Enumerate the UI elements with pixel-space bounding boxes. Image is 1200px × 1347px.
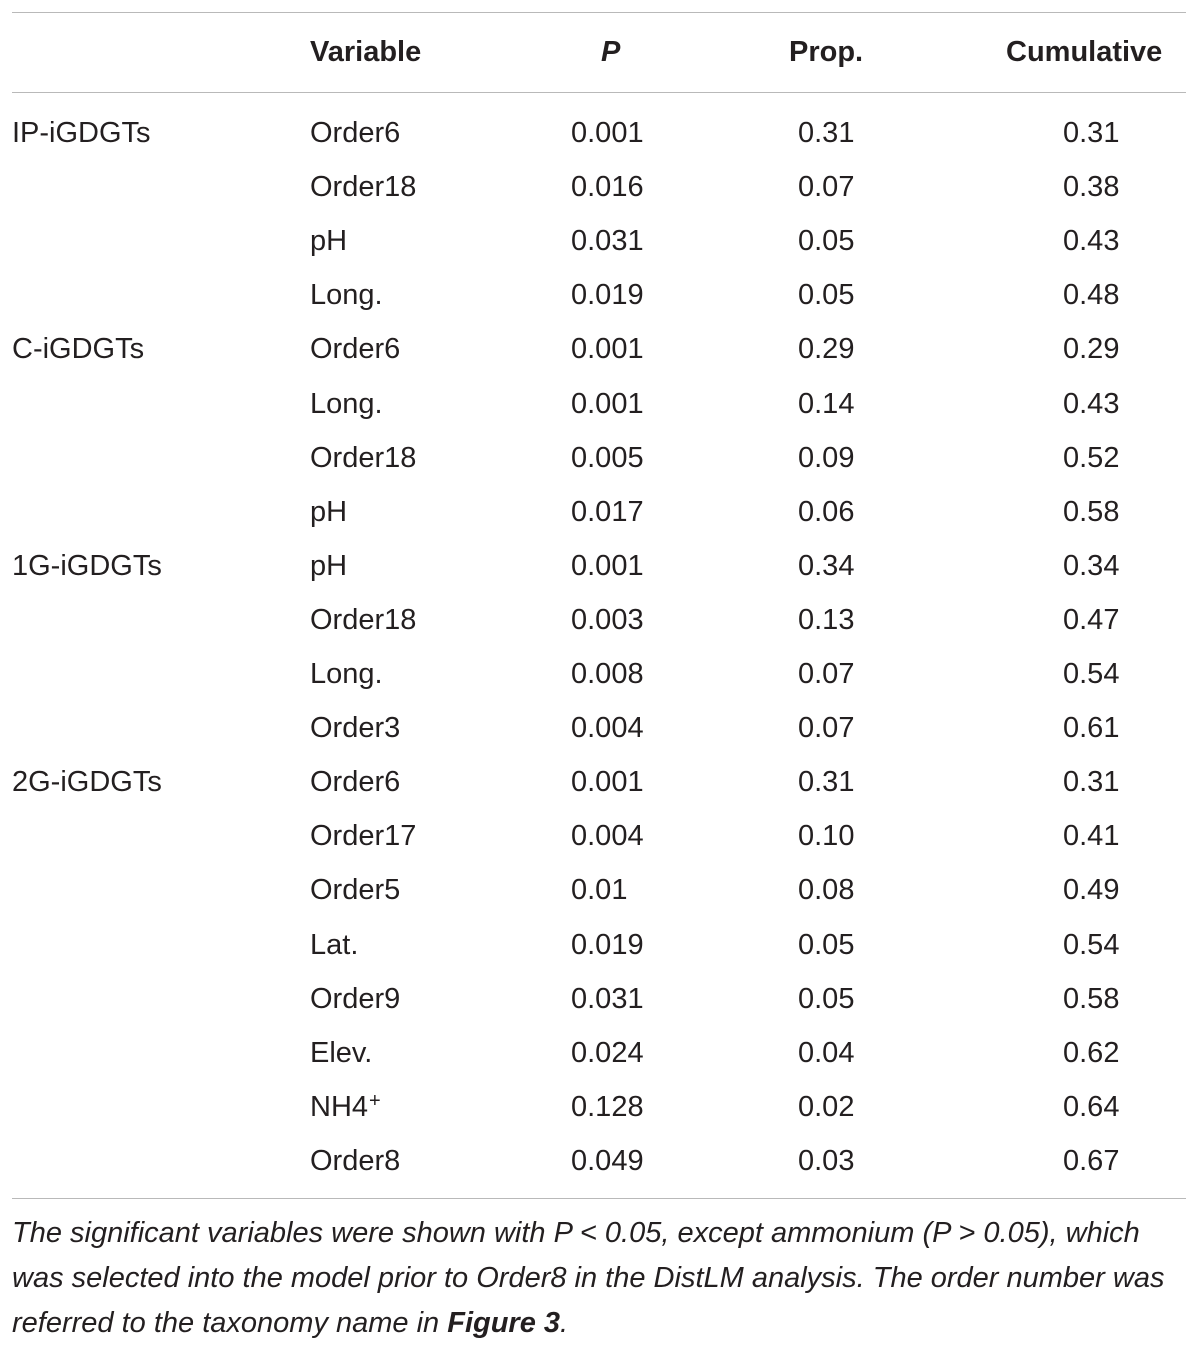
- row-variable: [310, 657, 383, 691]
- row-cumulative-text: 0.54: [1063, 929, 1120, 961]
- row-proportion-text: 0.05: [798, 279, 855, 311]
- row-proportion: [798, 332, 854, 366]
- header-p: P: [601, 36, 621, 68]
- row-proportion: [798, 711, 854, 745]
- row-cumulative: [1063, 224, 1119, 258]
- row-variable-text: Long.: [310, 658, 383, 690]
- table-footnote: [12, 1211, 1192, 1346]
- row-proportion: [798, 549, 854, 583]
- row-p-value: [571, 549, 644, 583]
- row-variable-text: Long.: [310, 388, 383, 420]
- row-proportion: [798, 1036, 854, 1070]
- row-variable: [310, 495, 347, 529]
- row-proportion: [798, 387, 854, 421]
- row-p-value: [571, 441, 644, 475]
- row-proportion-text: 0.06: [798, 496, 855, 528]
- row-cumulative: [1063, 765, 1119, 799]
- row-p-value-text: 0.001: [571, 333, 644, 365]
- row-variable: [310, 982, 400, 1016]
- row-variable: [310, 116, 400, 150]
- row-proportion-text: 0.29: [798, 333, 855, 365]
- row-cumulative-text: 0.54: [1063, 658, 1120, 690]
- row-cumulative-text: 0.64: [1063, 1091, 1120, 1123]
- row-cumulative-text: 0.31: [1063, 766, 1120, 798]
- row-p-value: [571, 495, 644, 529]
- table-bottom-rule: [12, 1198, 1186, 1199]
- row-cumulative: [1063, 711, 1119, 745]
- header-variable: Variable: [310, 36, 422, 68]
- row-variable: [310, 1144, 400, 1178]
- row-proportion: [798, 765, 854, 799]
- row-variable: [310, 278, 383, 312]
- row-cumulative-text: 0.52: [1063, 442, 1120, 474]
- row-cumulative: [1063, 278, 1119, 312]
- row-p-value: [571, 603, 644, 637]
- row-p-value-text: 0.016: [571, 171, 644, 203]
- row-p-value: [571, 873, 627, 907]
- row-proportion-text: 0.02: [798, 1091, 855, 1123]
- row-variable-text: Order6: [310, 333, 401, 365]
- row-cumulative: [1063, 928, 1119, 962]
- row-p-value-text: 0.017: [571, 496, 644, 528]
- row-cumulative: [1063, 549, 1119, 583]
- row-p-value: [571, 1090, 644, 1124]
- row-variable-text: Lat.: [310, 929, 359, 961]
- footnote-text: The significant variables were shown with P < 0.05, except ammonium (P > 0.05), which was selected into the model prior to Order8 in the DistLM analysis. The order number was referred to the taxonomy name in: [12, 1217, 1165, 1339]
- row-proportion-text: 0.10: [798, 820, 855, 852]
- row-proportion: [798, 116, 854, 150]
- row-cumulative: [1063, 603, 1119, 637]
- table-top-rule: [12, 12, 1186, 13]
- row-p-value-text: 0.031: [571, 225, 644, 257]
- row-p-value-text: 0.001: [571, 766, 644, 798]
- row-proportion-text: 0.08: [798, 874, 855, 906]
- footnote-end: .: [560, 1307, 569, 1339]
- row-cumulative-text: 0.34: [1063, 550, 1120, 582]
- row-cumulative-text: 0.31: [1063, 117, 1120, 149]
- row-cumulative-text: 0.58: [1063, 983, 1120, 1015]
- row-variable-text: pH: [310, 550, 348, 582]
- row-proportion-text: 0.34: [798, 550, 855, 582]
- row-variable-text: Order6: [310, 117, 401, 149]
- row-cumulative: [1063, 873, 1119, 907]
- row-group-label: [12, 549, 162, 583]
- row-cumulative: [1063, 819, 1119, 853]
- row-cumulative: [1063, 441, 1119, 475]
- row-p-value-text: 0.049: [571, 1145, 644, 1177]
- row-p-value: [571, 711, 644, 745]
- row-group-label-text: C-iGDGTs: [12, 333, 145, 365]
- row-p-value: [571, 387, 644, 421]
- row-variable: [310, 549, 347, 583]
- row-p-value-text: 0.128: [571, 1091, 644, 1123]
- row-variable: [310, 603, 416, 637]
- row-cumulative: [1063, 982, 1119, 1016]
- row-proportion-text: 0.07: [798, 658, 855, 690]
- row-variable: [310, 928, 358, 962]
- row-group-label-text: 2G-iGDGTs: [12, 766, 162, 798]
- row-p-value: [571, 224, 644, 258]
- row-variable-text: Order9: [310, 983, 401, 1015]
- row-p-value: [571, 278, 644, 312]
- row-proportion: [798, 170, 854, 204]
- row-p-value: [571, 170, 644, 204]
- row-p-value: [571, 982, 644, 1016]
- row-variable-superscript: +: [369, 1090, 381, 1112]
- row-proportion-text: 0.07: [798, 712, 855, 744]
- row-p-value: [571, 1036, 644, 1070]
- row-proportion-text: 0.03: [798, 1145, 855, 1177]
- row-variable: [310, 170, 416, 204]
- row-proportion-text: 0.05: [798, 225, 855, 257]
- row-proportion-text: 0.09: [798, 442, 855, 474]
- row-p-value-text: 0.031: [571, 983, 644, 1015]
- row-cumulative-text: 0.43: [1063, 225, 1120, 257]
- row-variable-text: Order17: [310, 820, 417, 852]
- row-p-value-text: 0.004: [571, 820, 644, 852]
- row-proportion-text: 0.05: [798, 929, 855, 961]
- figure-reference: Figure 3: [447, 1307, 561, 1339]
- row-variable-text: Elev.: [310, 1037, 373, 1069]
- row-cumulative: [1063, 495, 1119, 529]
- row-variable: [310, 441, 416, 475]
- row-cumulative: [1063, 1144, 1119, 1178]
- row-p-value-text: 0.003: [571, 604, 644, 636]
- row-proportion-text: 0.14: [798, 388, 855, 420]
- table-header-rule: [12, 92, 1186, 93]
- row-proportion: [798, 1144, 854, 1178]
- row-proportion: [798, 224, 854, 258]
- row-p-value: [571, 928, 644, 962]
- row-p-value-text: 0.001: [571, 388, 644, 420]
- row-p-value: [571, 116, 644, 150]
- row-group-label: [12, 116, 151, 150]
- row-cumulative-text: 0.47: [1063, 604, 1120, 636]
- row-group-label-text: IP-iGDGTs: [12, 117, 151, 149]
- row-proportion: [798, 495, 854, 529]
- row-variable-text: Order18: [310, 604, 417, 636]
- row-cumulative: [1063, 657, 1119, 691]
- row-p-value: [571, 1144, 644, 1178]
- row-variable-text: Order3: [310, 712, 401, 744]
- row-proportion: [798, 278, 854, 312]
- row-proportion: [798, 819, 854, 853]
- row-variable: [310, 387, 383, 421]
- row-proportion: [798, 873, 854, 907]
- row-cumulative-text: 0.58: [1063, 496, 1120, 528]
- header-prop: Prop.: [789, 36, 864, 68]
- header-cumulative: Cumulative: [1006, 36, 1163, 68]
- row-proportion: [798, 982, 854, 1016]
- row-variable: [310, 224, 347, 258]
- row-p-value-text: 0.001: [571, 117, 644, 149]
- row-cumulative-text: 0.61: [1063, 712, 1120, 744]
- row-variable-text: Order6: [310, 766, 401, 798]
- row-proportion: [798, 928, 854, 962]
- row-cumulative-text: 0.48: [1063, 279, 1120, 311]
- row-variable: [310, 765, 400, 799]
- row-p-value-text: 0.019: [571, 929, 644, 961]
- row-p-value: [571, 819, 644, 853]
- row-cumulative-text: 0.62: [1063, 1037, 1120, 1069]
- row-p-value-text: 0.001: [571, 550, 644, 582]
- row-variable-text: Order18: [310, 442, 417, 474]
- row-p-value-text: 0.019: [571, 279, 644, 311]
- row-p-value-text: 0.005: [571, 442, 644, 474]
- row-cumulative: [1063, 116, 1119, 150]
- row-p-value-text: 0.004: [571, 712, 644, 744]
- row-variable: [310, 819, 416, 853]
- row-proportion: [798, 603, 854, 637]
- row-variable-text: pH: [310, 496, 348, 528]
- row-proportion: [798, 1090, 854, 1124]
- row-variable-text: Order5: [310, 874, 401, 906]
- row-group-label: [12, 765, 162, 799]
- row-proportion: [798, 441, 854, 475]
- row-variable-text: pH: [310, 225, 348, 257]
- row-cumulative: [1063, 387, 1119, 421]
- row-proportion-text: 0.04: [798, 1037, 855, 1069]
- row-variable: [310, 711, 400, 745]
- row-p-value: [571, 332, 644, 366]
- row-proportion: [798, 657, 854, 691]
- row-proportion-text: 0.07: [798, 171, 855, 203]
- row-proportion-text: 0.31: [798, 766, 855, 798]
- row-p-value-text: 0.024: [571, 1037, 644, 1069]
- row-variable-text: Order18: [310, 171, 417, 203]
- row-cumulative: [1063, 170, 1119, 204]
- row-p-value-text: 0.01: [571, 874, 628, 906]
- row-group-label-text: 1G-iGDGTs: [12, 550, 162, 582]
- row-variable-text: NH4: [310, 1091, 369, 1123]
- row-variable: [310, 873, 400, 907]
- row-proportion-text: 0.31: [798, 117, 855, 149]
- row-cumulative-text: 0.29: [1063, 333, 1120, 365]
- row-p-value-text: 0.008: [571, 658, 644, 690]
- row-variable-text: Order8: [310, 1145, 401, 1177]
- row-cumulative-text: 0.49: [1063, 874, 1120, 906]
- row-variable-text: Long.: [310, 279, 383, 311]
- row-cumulative-text: 0.38: [1063, 171, 1120, 203]
- row-cumulative-text: 0.67: [1063, 1145, 1120, 1177]
- row-proportion-text: 0.05: [798, 983, 855, 1015]
- row-cumulative: [1063, 1036, 1119, 1070]
- row-group-label: [12, 332, 144, 366]
- row-variable: [310, 1036, 372, 1070]
- row-cumulative-text: 0.41: [1063, 820, 1120, 852]
- row-variable: [310, 1090, 381, 1127]
- row-cumulative-text: 0.43: [1063, 388, 1120, 420]
- row-p-value: [571, 657, 644, 691]
- row-cumulative: [1063, 332, 1119, 366]
- row-proportion-text: 0.13: [798, 604, 855, 636]
- row-p-value: [571, 765, 644, 799]
- row-variable: [310, 332, 400, 366]
- row-cumulative: [1063, 1090, 1119, 1124]
